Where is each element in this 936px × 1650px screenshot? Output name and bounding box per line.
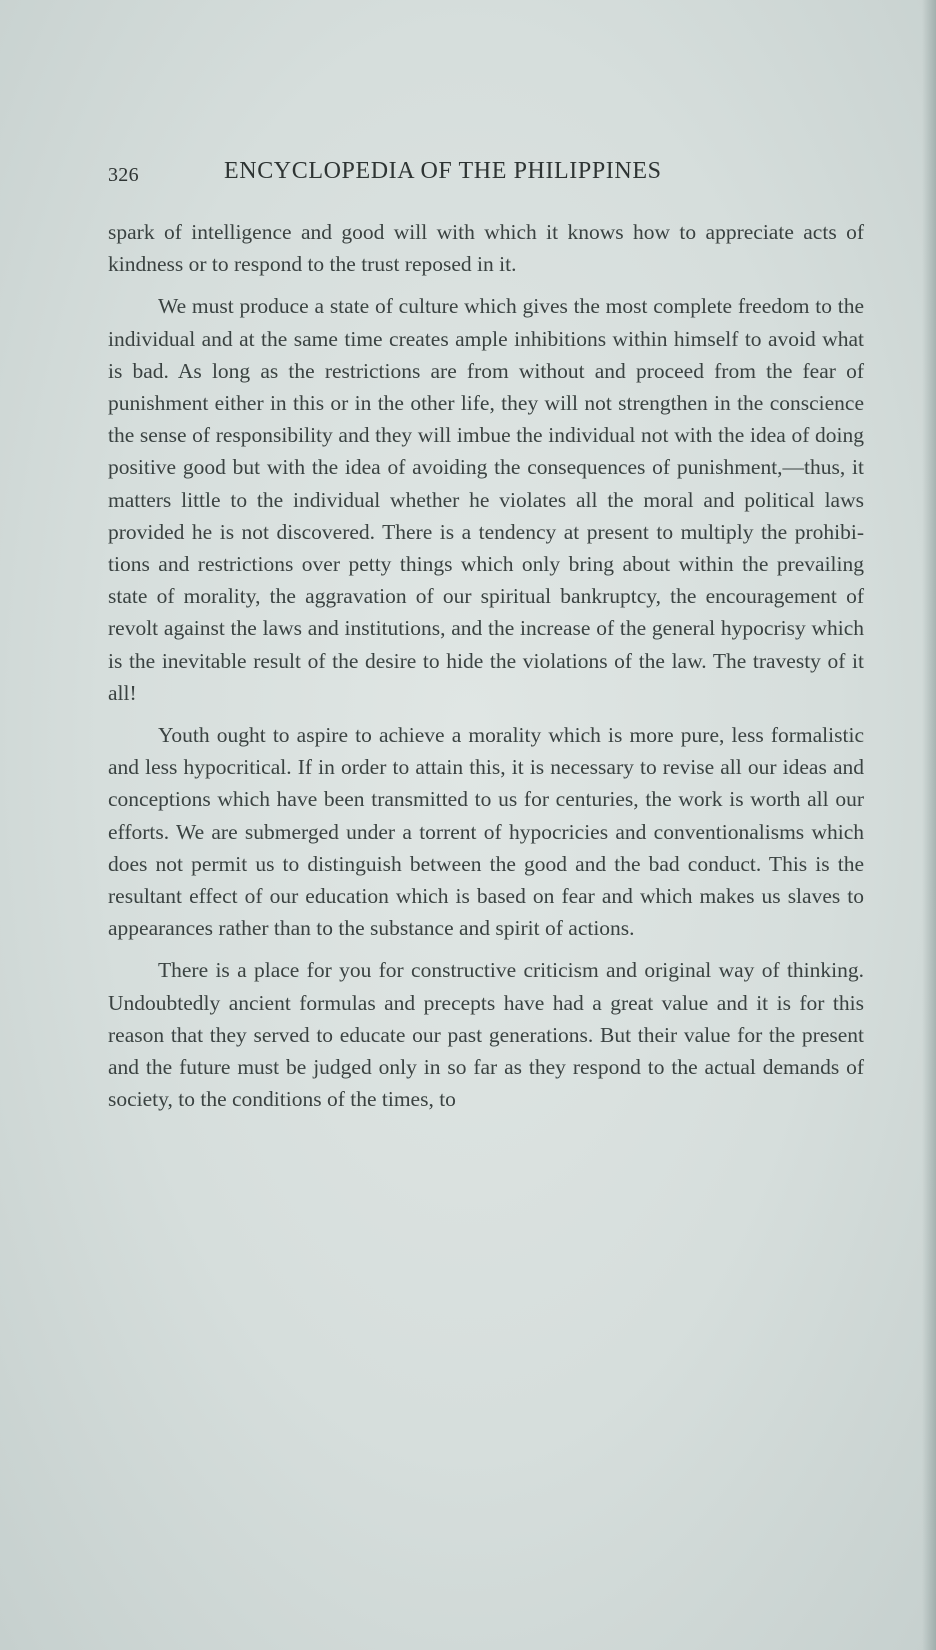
page-number: 326 bbox=[108, 164, 139, 186]
running-header bbox=[108, 158, 868, 194]
paragraph: We must produce a state of culture which gives the most complete freedom to the individual and at the same time creates ample inhibitions within himself to avoid what is bad. As long as the restrictions are from without and proceed from the fear of punishment either in this or in the other life, they will not strengthen in the conscience the sense of responsibility and they will imbue the individual not with the idea of doing positive good but with the idea of avoiding the consequences of punishment,—thus, it matters little to the individual whether he violates all the moral and political laws provided he is not discovered. There is a tendency at present to multiply the prohibitions and restrictions over petty things which only bring about within the prevailing state of morality, the aggravation of our spiritual bankruptcy, the encouragement of revolt against the laws and institutions, and the increase of the general hypocrisy which is the inevitable result of the desire to hide the violations of the law. The travesty of it all! bbox=[108, 294, 864, 705]
body-text bbox=[108, 216, 864, 1125]
page-edge-shadow bbox=[922, 0, 936, 1650]
paragraph: Youth ought to aspire to achieve a morality which is more pure, less formalistic and less hypocritical. If in order to attain this, it is necessary to revise all our ideas and conceptions which have been transmitted to us for centuries, the work is worth all our efforts. We are submerged under a torrent of hypocricies and conventionalisms which does not permit us to distinguish between the good and the bad conduct. This is the resultant effect of our education which is based on fear and which makes us slaves to appearances rather than to the substance and spirit of actions. bbox=[108, 723, 864, 941]
running-header-title: ENCYCLOPEDIA OF THE PHILIPPINES bbox=[224, 158, 662, 184]
paragraph: There is a place for you for constructive criticism and original way of thinking. Undoubtedly ancient formulas and precepts have had a great value and it is for this reason that they served to educate our past generations. But their value for the present and the future must be judged only in so far as they respond to the actual demands of society, to the conditions of the times, to bbox=[108, 958, 864, 1112]
paragraph: spark of intelligence and good will with which it knows how to appreciate acts of kindness or to respond to the trust reposed in it. bbox=[108, 220, 864, 277]
